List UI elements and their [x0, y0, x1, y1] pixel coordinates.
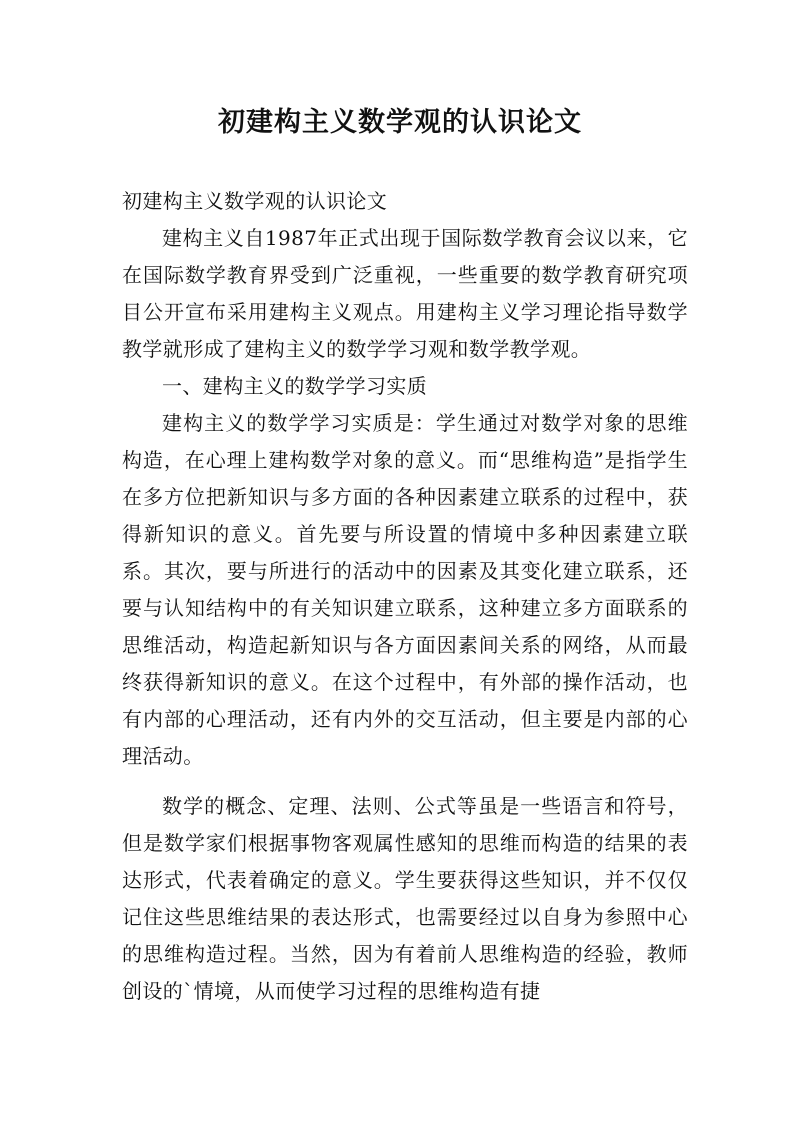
section-heading: 一、建构主义的数学学习实质 [162, 374, 428, 398]
document-body [122, 183, 688, 1010]
paragraph-math-concepts: 数学的概念、定理、法则、公式等虽是一些语言和符号，但是数学家们根据事物客观属性感知的思维而构造的结果的表达形式，代表着确定的意义。学生要获得这些知识，并不仅仅记住这些思维结果的表达形式，也需要经过以自身为参照中心的思维构造过程。当然，因为有着前人思维构造的经验，教师创设的`情境，从而使学习过程的思维构造有捷 [122, 794, 688, 1003]
paragraph-learning-essence: 建构主义的数学学习实质是：学生通过对数学对象的思维构造，在心理上建构数学对象的意义。而“思维构造”是指学生在多方位把新知识与多方面的各种因素建立联系的过程中，获得新知识的意义。首先要与所设置的情境中多种因素建立联系。其次，要与所进行的活动中的因素及其变化建立联系，还要与认知结构中的有关知识建立联系，这种建立多方面联系的思维活动，构造起新知识与各方面因素间关系的网络，从而最终获得新知识的意义。在这个过程中，有外部的操作活动，也有内部的心理活动，还有内外的交互活动，但主要是内部的心理活动。 [122, 411, 688, 768]
subtitle-line: 初建构主义数学观的认识论文 [122, 189, 388, 213]
document-title: 初建构主义数学观的认识论文 [218, 107, 582, 138]
paragraph-intro: 建构主义自1987年正式出现于国际数学教育会议以来，它在国际数学教育界受到广泛重视，一些重要的数学教育研究项目公开宣布采用建构主义观点。用建构主义学习理论指导数学教学就形成了建构主义的数学学习观和数学教学观。 [122, 226, 688, 361]
